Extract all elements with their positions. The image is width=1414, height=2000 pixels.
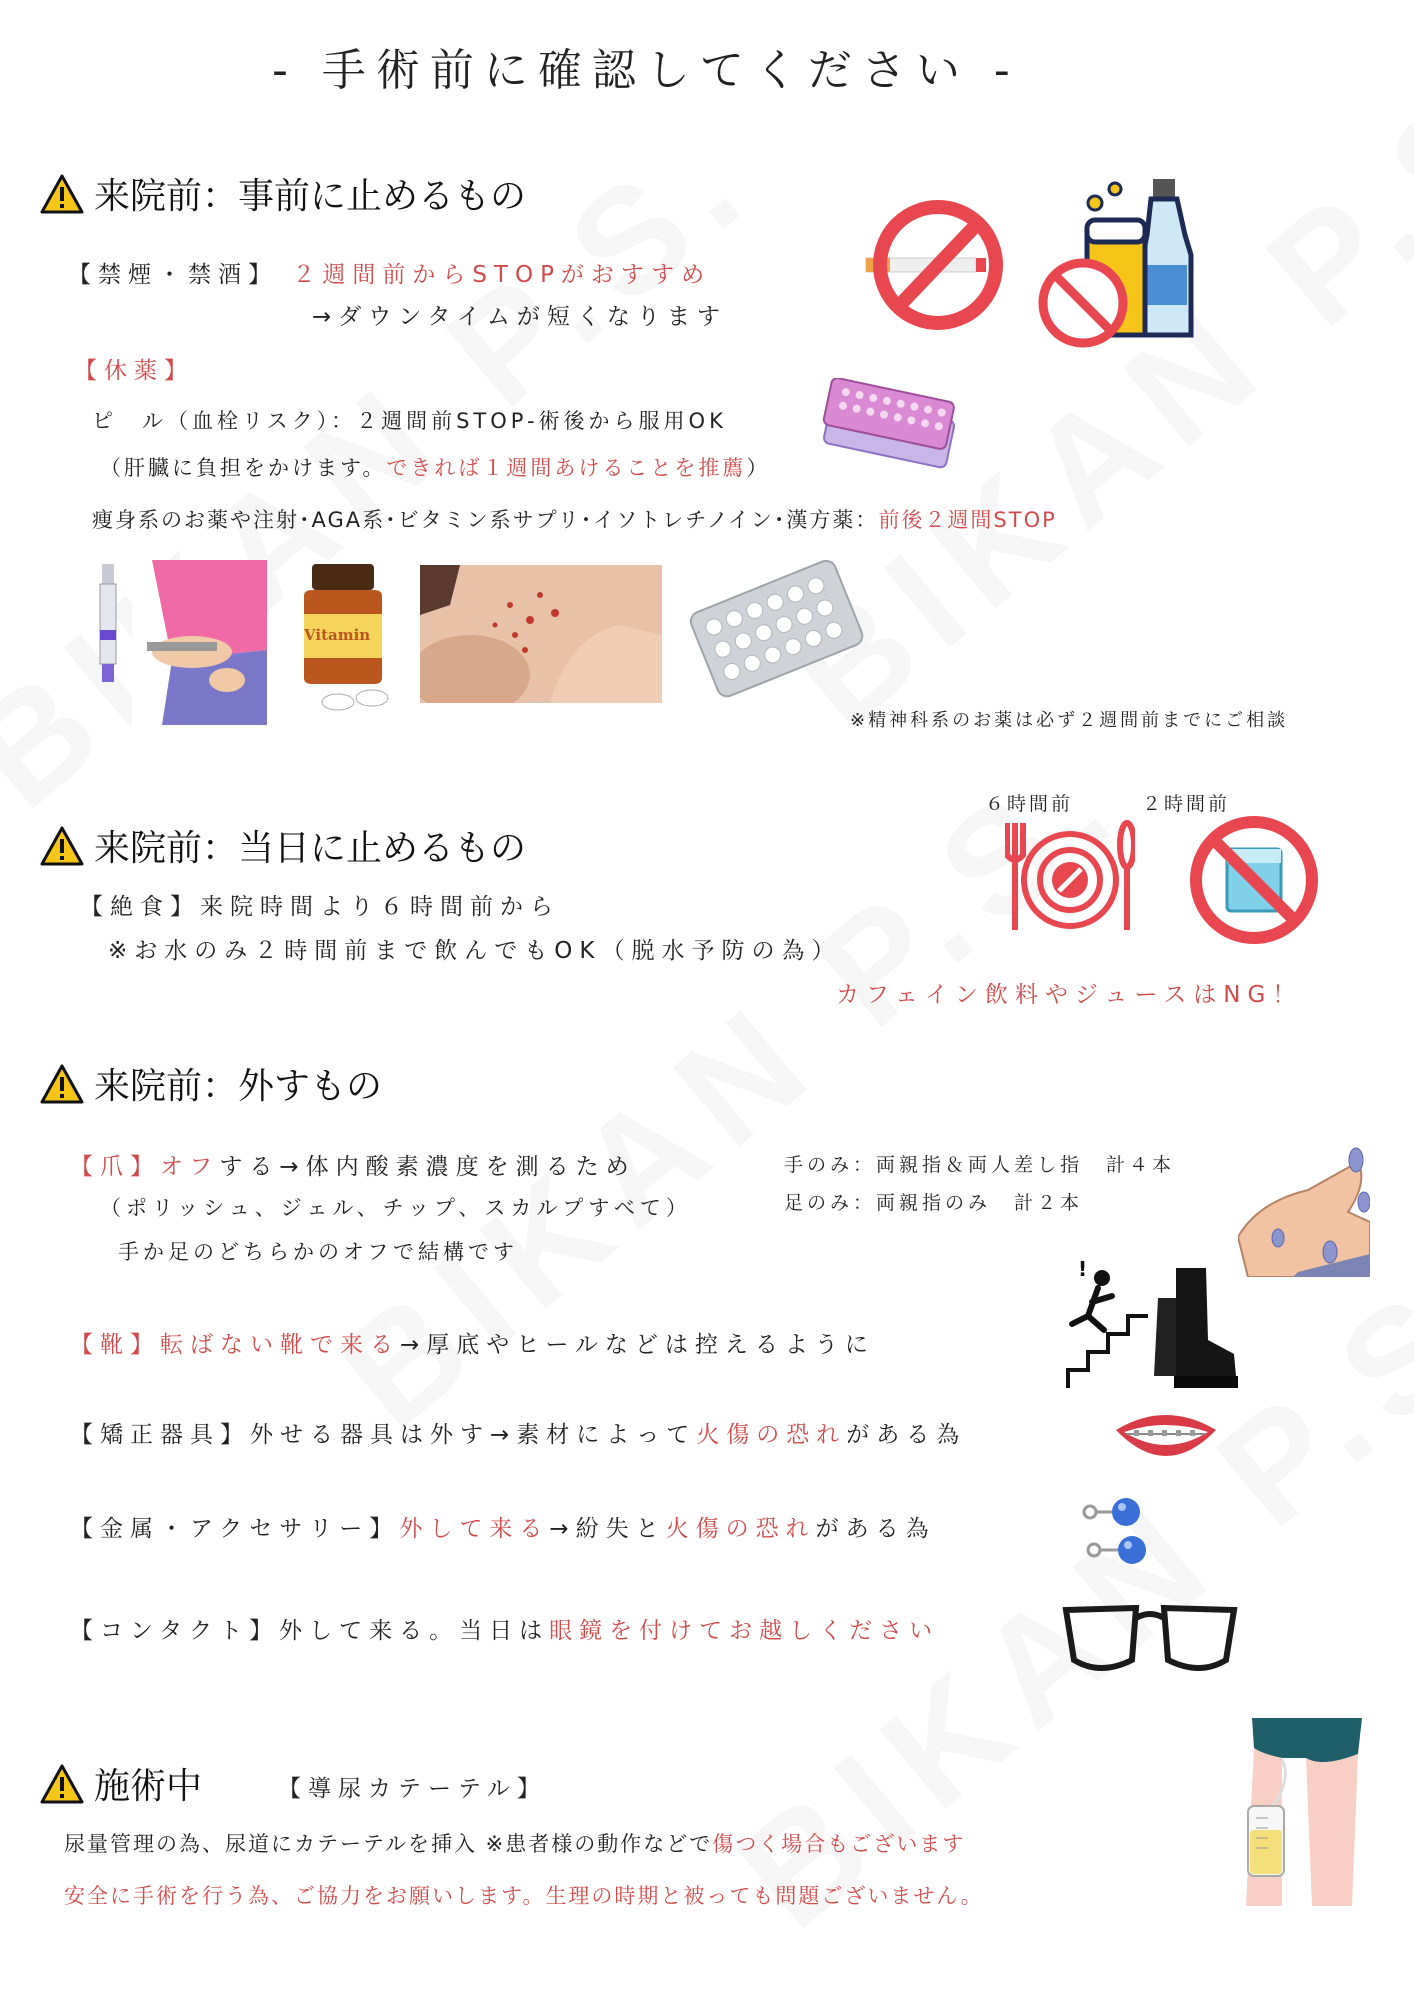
shoes-text: →厚底やヒールなどは控えるように — [400, 1332, 875, 1358]
nail-line — [70, 1148, 636, 1181]
vitamin-label: Vitamin — [304, 626, 371, 644]
label-6h: ６時間前 — [985, 793, 1074, 815]
warning-icon — [40, 826, 84, 866]
shoes-line — [70, 1326, 875, 1359]
hand-only-note: 手のみ：両親指＆両人差し指 計４本 — [784, 1154, 1176, 1176]
warning-icon — [40, 174, 84, 214]
section-heading-text: 来院前：外すもの — [94, 1066, 383, 1107]
section-heading-same-day — [40, 820, 526, 871]
kyuyaku-tag: 【休薬】 — [74, 358, 194, 384]
no-food-icon — [1005, 815, 1135, 940]
nail-types-line: （ポリッシュ、ジェル、チップ、スカルプすべて） — [100, 1196, 692, 1220]
nail-red-text: オフ — [160, 1154, 220, 1180]
psych-note: ※精神科系のお薬は必ず２週間前までにご相談 — [850, 710, 1289, 731]
smoking-drinking-line — [68, 256, 711, 289]
no-drink-icon — [1185, 815, 1323, 945]
section-heading-during — [40, 1758, 202, 1809]
contact-text: 【コンタクト】外して来る。当日は — [70, 1618, 550, 1644]
red-text: ２週間前からSTOPがおすすめ — [292, 262, 712, 288]
metal-line — [70, 1510, 936, 1543]
metal-text-end: がある為 — [815, 1516, 936, 1542]
nail-off-line: 手か足のどちらかのオフで結構です — [118, 1240, 518, 1264]
caffeine-warning: カフェイン飲料やジュースはNG！ — [836, 982, 1303, 1008]
water-line: ※お水のみ２時間前まで飲んでもOK（脱水予防の為） — [108, 938, 842, 964]
warning-icon — [40, 1764, 84, 1804]
metal-text-mid: →紛失と — [549, 1516, 666, 1542]
catheter-line-2: 安全に手術を行う為、ご協力をお願いします。生理の時期と被っても問題ございません。 — [64, 1884, 984, 1908]
metal-text: 【金属・アクセサリー】 — [70, 1516, 400, 1542]
self-injection-illustration — [132, 560, 267, 725]
catheter-red-text: 傷つく場合もございます — [712, 1832, 966, 1856]
meds-line — [92, 504, 1057, 534]
section-heading-remove — [40, 1058, 382, 1109]
nail-text: する→体内酸素濃度を測るため — [219, 1154, 636, 1180]
catheter-text: 尿量管理の為、尿道にカテーテルを挿入 ※患者様の動作などで — [64, 1832, 713, 1856]
meds-red-text: 前後２週間STOP — [878, 508, 1057, 532]
braces-icon — [1112, 1408, 1220, 1470]
nail-hand-illustration — [1238, 1142, 1370, 1277]
fasting-line: 【絶食】来院時間より６時間前から — [80, 894, 560, 920]
fall-and-boots-icon — [1058, 1258, 1243, 1393]
catheter-tag: 【導尿カテーテル】 — [278, 1776, 547, 1802]
acne-skin-photo — [420, 565, 662, 703]
tag-label: 【禁煙・禁酒】 — [68, 262, 278, 288]
contact-line — [70, 1612, 939, 1645]
meds-text: 痩身系のお薬や注射･AGA系･ビタミン系サプリ･イソトレチノイン･漢方薬： — [92, 508, 879, 532]
metal-red-text-2: 火傷の恐れ — [665, 1516, 816, 1542]
brace-line — [70, 1416, 966, 1449]
brace-text: 【矯正器具】外せる器具は外す→素材によって — [70, 1422, 697, 1448]
tablet-blister-icon — [680, 546, 870, 706]
shoes-tag: 【靴】 — [70, 1332, 160, 1358]
label-2h: ２時間前 — [1142, 793, 1231, 815]
glasses-icon — [1060, 1598, 1240, 1684]
section-heading-text: 施術中 — [94, 1766, 203, 1807]
pill-pack-icon — [818, 378, 963, 473]
contact-red-text: 眼鏡を付けてお越しください — [549, 1618, 940, 1644]
no-smoking-icon — [860, 195, 1020, 335]
brace-red-text: 火傷の恐れ — [696, 1422, 847, 1448]
metal-red-text: 外して来る — [399, 1516, 550, 1542]
liver-text: （肝臓に負担をかけます。 — [100, 456, 387, 480]
page-title: - 手術前に確認してください - — [272, 45, 1020, 96]
pill-line: ピ ル（血栓リスク）：２週間前STOP-術後から服用OK — [92, 409, 727, 433]
section-heading-advance — [40, 168, 526, 219]
catheter-line-1 — [64, 1828, 965, 1858]
section-heading-text: 来院前：事前に止めるもの — [94, 176, 527, 217]
no-alcohol-icon — [1035, 175, 1205, 350]
liver-line — [100, 452, 770, 482]
earrings-icon — [1076, 1494, 1148, 1570]
liver-text-end: ） — [746, 456, 771, 480]
downtime-line: →ダウンタイムが短くなります — [312, 304, 727, 330]
liver-red-text: できれば１週間あけることを推薦 — [386, 456, 747, 480]
catheter-illustration — [1242, 1718, 1364, 1906]
foot-only-note: 足のみ：両親指のみ 計２本 — [784, 1192, 1084, 1214]
nail-tag: 【爪】 — [70, 1154, 160, 1180]
warning-icon — [40, 1064, 84, 1104]
brace-text-end: がある為 — [846, 1422, 967, 1448]
svg-text:!: ! — [1078, 1258, 1088, 1281]
injection-pen-icon — [88, 560, 128, 690]
section-heading-text: 来院前：当日に止めるもの — [94, 828, 527, 869]
shoes-red-text: 転ばない靴で来る — [160, 1332, 400, 1358]
